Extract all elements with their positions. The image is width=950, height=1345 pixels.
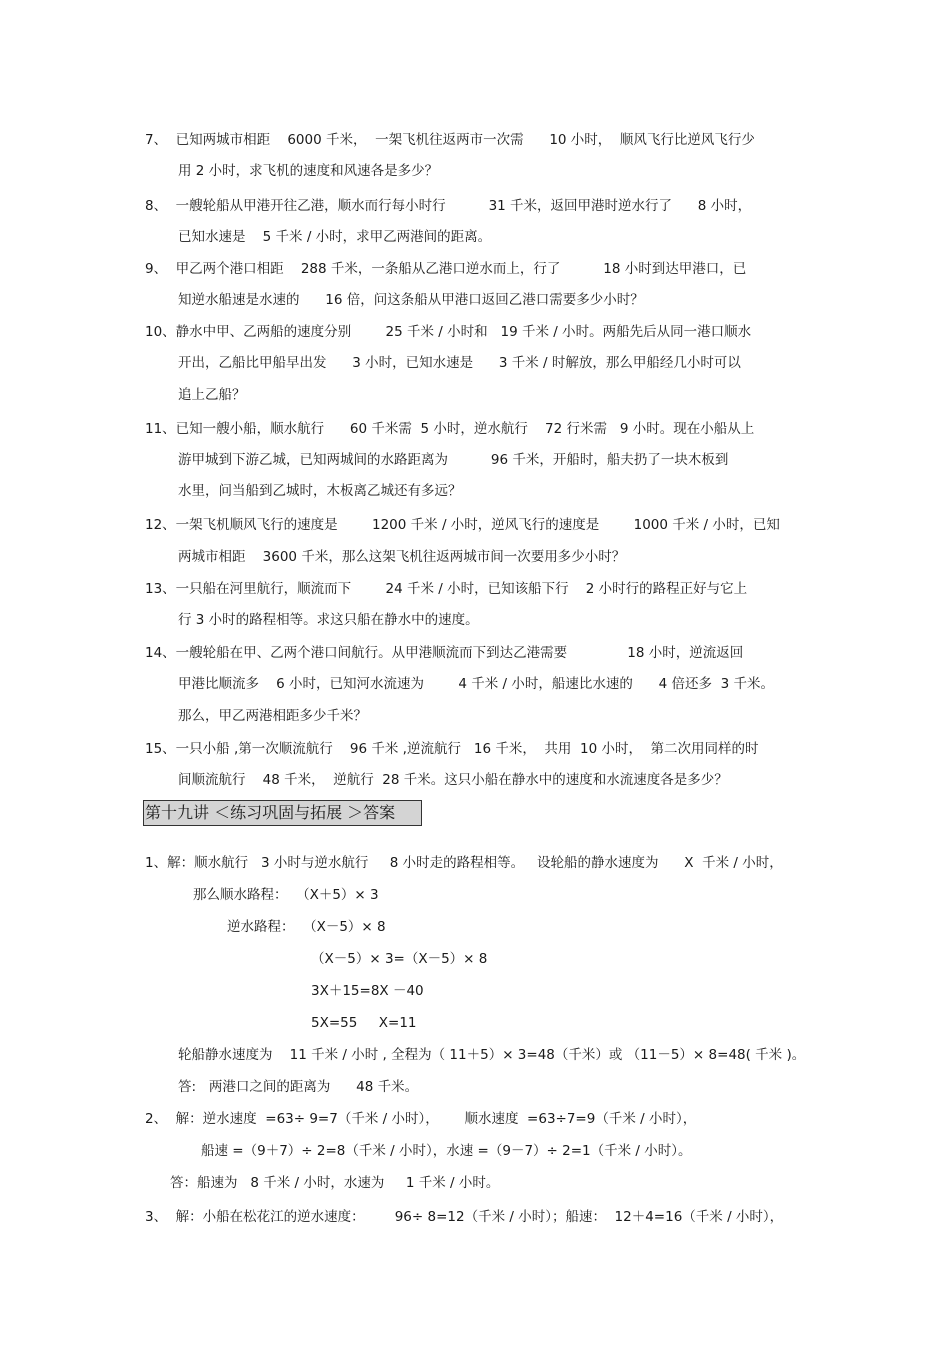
question-11-line-1: 11、已知一艘小船，顺水航行 60 千米需 5 小时，逆水航行 72 行米需 9 小时。现在小船从上	[145, 421, 755, 437]
question-12-line-2: 两城市相距 3600 千米，那么这架飞机往返两城市间一次要用多少小时？	[178, 549, 626, 565]
question-14-line-2: 甲港比顺流多 6 小时，已知河水流速为 4 千米 / 小时，船速比水速的 4 倍还多 3 千米。	[178, 676, 774, 692]
question-10-line-2: 开出，乙船比甲船早出发 3 小时，已知水速是 3 千米 / 时解放，那么甲船经几小时可以	[178, 355, 741, 371]
answer-1-line-2: 那么顺水路程： （X＋5）× 3	[193, 887, 379, 903]
question-9-line-1: 9、 甲乙两个港口相距 288 千米，一条船从乙港口逆水而上，行了 18 小时到达甲港口，已	[145, 261, 747, 277]
question-14-line-1: 14、一艘轮船在甲、乙两个港口间航行。从甲港顺流而下到达乙港需要 18 小时，逆流返回	[145, 645, 744, 661]
answer-2-line-2: 船速 =（9＋7）÷ 2=8（千米 / 小时），水速 =（9－7）÷ 2=1（千米 / 小时）。	[201, 1143, 692, 1159]
answer-1-line-1: 1、解：顺水航行 3 小时与逆水航行 8 小时走的路程相等。 设轮船的静水速度为 X 千米 / 小时，	[145, 855, 783, 871]
question-7-line-1: 7、 已知两城市相距 6000 千米， 一架飞机往返两市一次需 10 小时， 顺风飞行比逆风飞行少	[145, 132, 755, 148]
question-7-line-2: 用 2 小时，求飞机的速度和风速各是多少？	[178, 163, 439, 179]
question-14-line-3: 那么，甲乙两港相距多少千米？	[178, 708, 367, 724]
answer-2-line-1: 2、 解：逆水速度 =63÷ 9=7（千米 / 小时）， 顺水速度 =63÷7=9（千米 / 小时），	[145, 1111, 697, 1127]
question-8-line-1: 8、 一艘轮船从甲港开往乙港，顺水而行每小时行 31 千米，返回甲港时逆水行了 8 小时，	[145, 198, 752, 214]
question-15-line-2: 间顺流航行 48 千米， 逆航行 28 千米。这只小船在静水中的速度和水流速度各是多少？	[178, 772, 728, 788]
question-8-line-2: 已知水速是 5 千米 / 小时，求甲乙两港间的距离。	[178, 229, 492, 245]
section-title: 第十九讲 ＜练习巩固与拓展 ＞答案	[143, 800, 422, 826]
answer-1-conclusion: 答: 两港口之间的距离为 48 千米。	[178, 1079, 419, 1095]
question-11-line-3: 水里，问当船到乙城时，木板离乙城还有多远？	[178, 483, 462, 499]
question-10-line-1: 10、静水中甲、乙两船的速度分别 25 千米 / 小时和 19 千米 / 小时。两船先后从同一港口顺水	[145, 324, 752, 340]
answer-1-line-6: 5X=55 X=11	[311, 1015, 417, 1031]
question-12-line-1: 12、一架飞机顺风飞行的速度是 1200 千米 / 小时，逆风飞行的速度是 1000 千米 / 小时，已知	[145, 517, 780, 533]
answer-2-conclusion: 答：船速为 8 千米 / 小时，水速为 1 千米 / 小时。	[170, 1175, 500, 1191]
question-10-line-3: 追上乙船？	[178, 387, 246, 403]
question-9-line-2: 知逆水船速是水速的 16 倍，问这条船从甲港口返回乙港口需要多少小时？	[178, 292, 644, 308]
answer-3-line-1: 3、 解：小船在松花江的逆水速度： 96÷ 8=12（千米 / 小时）；船速： 12＋4=16（千米 / 小时），	[145, 1209, 784, 1225]
answer-1-line-4: （X－5）× 3=（X－5）× 8	[311, 951, 488, 967]
answer-1-line-7: 轮船静水速度为 11 千米 / 小时 , 全程为（ 11＋5）× 3=48（千米）或 （11－5）× 8=48( 千米 )。	[178, 1047, 806, 1063]
question-13-line-2: 行 3 小时的路程相等。求这只船在静水中的速度。	[178, 612, 479, 628]
question-15-line-1: 15、一只小船 ,第一次顺流航行 96 千米 ,逆流航行 16 千米， 共用 10 小时， 第二次用同样的时	[145, 741, 759, 757]
question-13-line-1: 13、一只船在河里航行，顺流而下 24 千米 / 小时，已知该船下行 2 小时行的路程正好与它上	[145, 581, 748, 597]
answer-1-line-3: 逆水路程： （X－5）× 8	[227, 919, 386, 935]
question-11-line-2: 游甲城到下游乙城，已知两城间的水路距离为 96 千米，开船时，船夫扔了一块木板到	[178, 452, 729, 468]
answer-1-line-5: 3X＋15=8X －40	[311, 983, 424, 999]
